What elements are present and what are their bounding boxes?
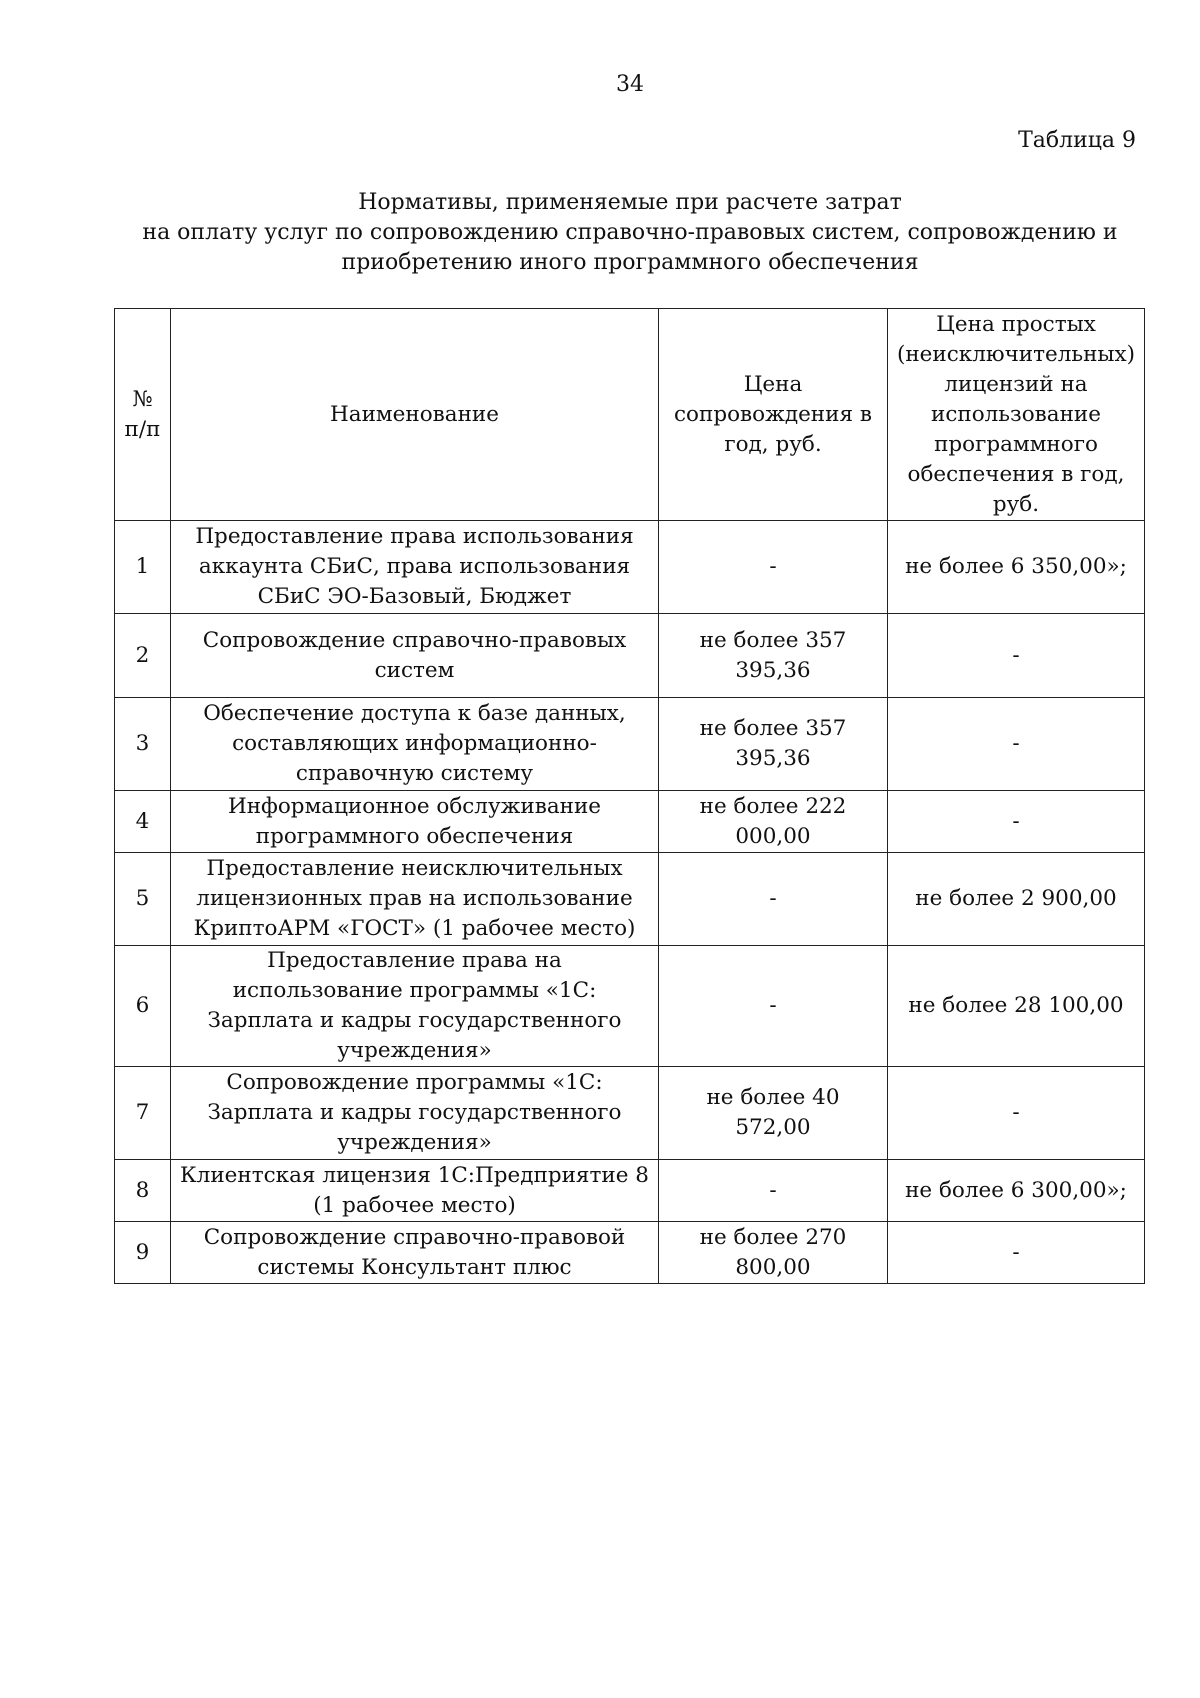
header-name: Наименование xyxy=(171,309,659,521)
row-license-price: не более 2 900,00 xyxy=(888,853,1145,946)
row-name: Предоставление права использования аккаунта СБиС, права использования СБиС ЭО-Базовый, Бюджет xyxy=(171,521,659,614)
row-number: 4 xyxy=(115,791,171,853)
page-number: 34 xyxy=(616,72,644,97)
row-number: 8 xyxy=(115,1160,171,1222)
title-line: Нормативы, применяемые при расчете затрат xyxy=(358,190,902,215)
table-row xyxy=(115,1160,1145,1222)
row-license-price: - xyxy=(888,1222,1145,1284)
row-number: 9 xyxy=(115,1222,171,1284)
row-number: 6 xyxy=(115,946,171,1067)
table-row xyxy=(115,614,1145,698)
row-license-price: - xyxy=(888,791,1145,853)
table-row xyxy=(115,946,1145,1067)
table-row xyxy=(115,853,1145,946)
row-number: 3 xyxy=(115,698,171,791)
table-row xyxy=(115,521,1145,614)
row-license-price: - xyxy=(888,698,1145,791)
row-number: 7 xyxy=(115,1067,171,1160)
row-number: 1 xyxy=(115,521,171,614)
row-support-price: не более 222 000,00 xyxy=(659,791,888,853)
row-name: Предоставление права на использование программы «1С: Зарплата и кадры государственного учреждения» xyxy=(171,946,659,1067)
row-license-price: не более 28 100,00 xyxy=(888,946,1145,1067)
header-license-price: Цена простых (неисключительных) лицензий на использование программного обеспечения в год, руб. xyxy=(888,309,1145,521)
row-support-price: - xyxy=(659,521,888,614)
row-name: Клиентская лицензия 1С:Предприятие 8 (1 рабочее место) xyxy=(171,1160,659,1222)
row-name: Информационное обслуживание программного обеспечения xyxy=(171,791,659,853)
row-support-price: не более 40 572,00 xyxy=(659,1067,888,1160)
header-support-price: Цена сопровождения в год, руб. xyxy=(659,309,888,521)
table-row xyxy=(115,1067,1145,1160)
row-support-price: не более 357 395,36 xyxy=(659,614,888,698)
table-row xyxy=(115,698,1145,791)
row-support-price: не более 357 395,36 xyxy=(659,698,888,791)
row-support-price: - xyxy=(659,1160,888,1222)
row-name: Сопровождение программы «1С: Зарплата и кадры государственного учреждения» xyxy=(171,1067,659,1160)
row-license-price: не более 6 300,00»; xyxy=(888,1160,1145,1222)
table-label: Таблица 9 xyxy=(1018,128,1136,153)
row-license-price: - xyxy=(888,614,1145,698)
row-license-price: не более 6 350,00»; xyxy=(888,521,1145,614)
table-row xyxy=(115,1222,1145,1284)
row-number: 5 xyxy=(115,853,171,946)
table-header-row xyxy=(115,309,1145,521)
norms-table xyxy=(114,308,1145,1284)
row-name: Сопровождение справочно-правовой системы Консультант плюс xyxy=(171,1222,659,1284)
row-support-price: - xyxy=(659,946,888,1067)
title-line: на оплату услуг по сопровождению справочно-правовых систем, сопровождению и xyxy=(142,220,1118,245)
row-name: Предоставление неисключительных лицензионных прав на использование КриптоАРМ «ГОСТ» (1 рабочее место) xyxy=(171,853,659,946)
row-license-price: - xyxy=(888,1067,1145,1160)
row-name: Обеспечение доступа к базе данных, составляющих информационно-справочную систему xyxy=(171,698,659,791)
row-support-price: - xyxy=(659,853,888,946)
title-line: приобретению иного программного обеспечения xyxy=(341,250,919,275)
row-support-price: не более 270 800,00 xyxy=(659,1222,888,1284)
row-number: 2 xyxy=(115,614,171,698)
row-name: Сопровождение справочно-правовых систем xyxy=(171,614,659,698)
document-title xyxy=(100,188,1160,278)
table-row xyxy=(115,791,1145,853)
header-number: № п/п xyxy=(115,309,171,521)
